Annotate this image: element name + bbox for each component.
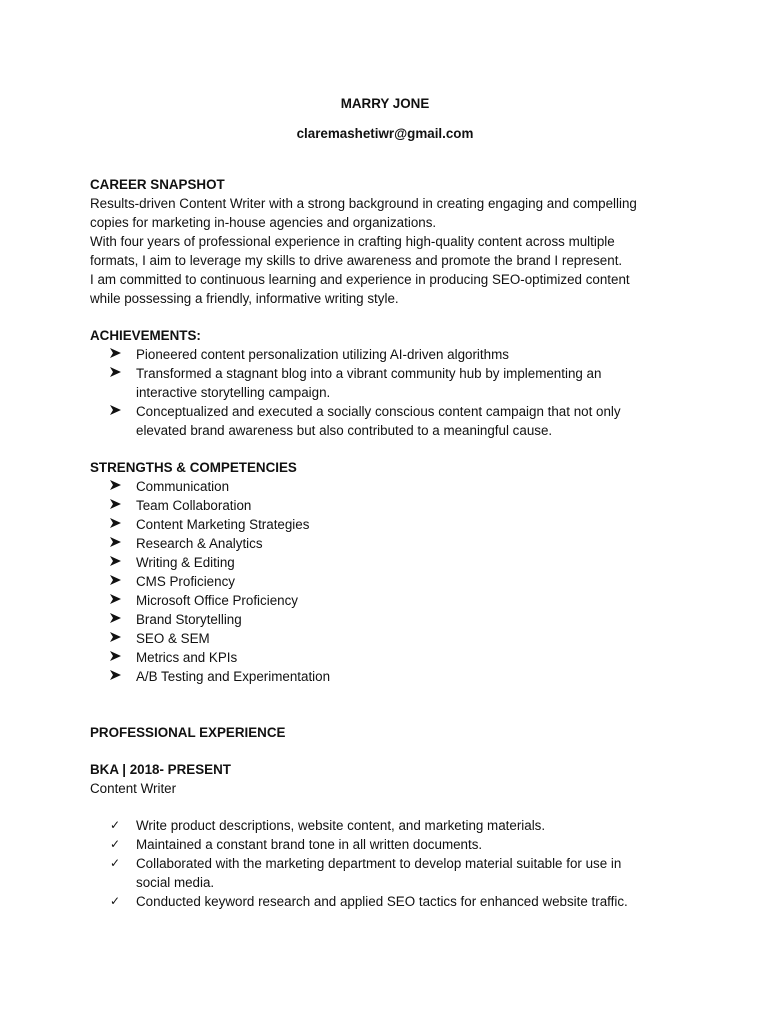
experience-line: Maintained a constant brand tone in all written documents.	[136, 837, 483, 852]
checkmark-icon: ✓	[110, 818, 121, 832]
career-line: Results-driven Content Writer with a strong background in creating engaging and compelling	[90, 196, 637, 211]
achievements-heading: ACHIEVEMENTS:	[90, 328, 201, 343]
list-item	[90, 496, 680, 515]
list-item	[90, 345, 680, 364]
career-line: copies for marketing in-house agencies and organizations.	[90, 215, 437, 230]
strengths-list	[90, 477, 680, 686]
arrow-bullet-icon	[110, 364, 126, 383]
list-item	[90, 854, 680, 892]
achievement-line: elevated brand awareness but also contributed to a meaningful cause.	[136, 423, 553, 438]
arrow-bullet-icon	[110, 629, 126, 648]
list-item	[90, 892, 680, 911]
job-title: Content Writer	[90, 781, 177, 796]
experience-line: Write product descriptions, website content, and marketing materials.	[136, 818, 546, 833]
strength-label: Research & Analytics	[136, 536, 263, 551]
list-item	[90, 477, 680, 496]
experience-line: Conducted keyword research and applied SEO tactics for enhanced website traffic.	[136, 894, 628, 909]
strength-label: Writing & Editing	[136, 555, 235, 570]
list-item	[90, 629, 680, 648]
experience-line: social media.	[136, 875, 215, 890]
checkmark-icon: ✓	[110, 837, 121, 851]
achievement-line: Conceptualized and executed a socially conscious content campaign that not only	[136, 404, 621, 419]
arrow-bullet-icon	[110, 667, 126, 686]
achievements-list	[90, 345, 680, 440]
arrow-bullet-icon	[110, 345, 126, 364]
strength-label: Microsoft Office Proficiency	[136, 593, 298, 608]
list-item	[90, 364, 680, 402]
candidate-email: claremashetiwr@gmail.com	[296, 126, 474, 141]
career-line: With four years of professional experience in crafting high-quality content across multiple	[90, 234, 615, 249]
experience-line: Collaborated with the marketing department to develop material suitable for use in	[136, 856, 622, 871]
checkmark-icon: ✓	[110, 894, 121, 908]
arrow-bullet-icon	[110, 515, 126, 534]
career-snapshot-section	[90, 175, 680, 308]
arrow-bullet-icon	[110, 402, 126, 421]
arrow-bullet-icon	[110, 496, 126, 515]
list-item	[90, 553, 680, 572]
strength-label: Team Collaboration	[136, 498, 252, 513]
list-item	[90, 667, 680, 686]
candidate-name: MARRY JONE	[340, 96, 430, 111]
career-line: formats, I aim to leverage my skills to drive awareness and promote the brand I represent.	[90, 253, 623, 268]
career-line: I am committed to continuous learning and experience in producing SEO-optimized content	[90, 272, 630, 287]
achievements-section	[90, 326, 680, 440]
list-item	[90, 534, 680, 553]
strength-label: SEO & SEM	[136, 631, 210, 646]
strength-label: Brand Storytelling	[136, 612, 242, 627]
list-item	[90, 835, 680, 854]
achievement-line: Transformed a stagnant blog into a vibrant community hub by implementing an	[136, 366, 602, 381]
checkmark-icon: ✓	[110, 856, 121, 870]
achievement-line: interactive storytelling campaign.	[136, 385, 331, 400]
achievement-line: Pioneered content personalization utilizing AI-driven algorithms	[136, 347, 509, 362]
list-item	[90, 610, 680, 629]
strengths-section	[90, 458, 680, 686]
career-snapshot-heading: CAREER SNAPSHOT	[90, 177, 225, 192]
strength-label: Communication	[136, 479, 230, 494]
experience-section	[90, 723, 680, 911]
arrow-bullet-icon	[110, 591, 126, 610]
strengths-heading: STRENGTHS & COMPETENCIES	[90, 460, 297, 475]
arrow-bullet-icon	[110, 553, 126, 572]
resume-page	[90, 94, 680, 911]
list-item	[90, 591, 680, 610]
strength-label: Content Marketing Strategies	[136, 517, 310, 532]
arrow-bullet-icon	[110, 610, 126, 629]
arrow-bullet-icon	[110, 648, 126, 667]
list-item	[90, 515, 680, 534]
list-item	[90, 816, 680, 835]
experience-heading: PROFESSIONAL EXPERIENCE	[90, 725, 286, 740]
strength-label: A/B Testing and Experimentation	[136, 669, 331, 684]
list-item	[90, 572, 680, 591]
job-header: BKA | 2018- PRESENT	[90, 762, 231, 777]
arrow-bullet-icon	[110, 477, 126, 496]
arrow-bullet-icon	[110, 572, 126, 591]
strength-label: CMS Proficiency	[136, 574, 235, 589]
experience-list	[90, 816, 680, 911]
list-item	[90, 648, 680, 667]
career-line: while possessing a friendly, informative writing style.	[90, 291, 399, 306]
arrow-bullet-icon	[110, 534, 126, 553]
strength-label: Metrics and KPIs	[136, 650, 238, 665]
list-item	[90, 402, 680, 440]
